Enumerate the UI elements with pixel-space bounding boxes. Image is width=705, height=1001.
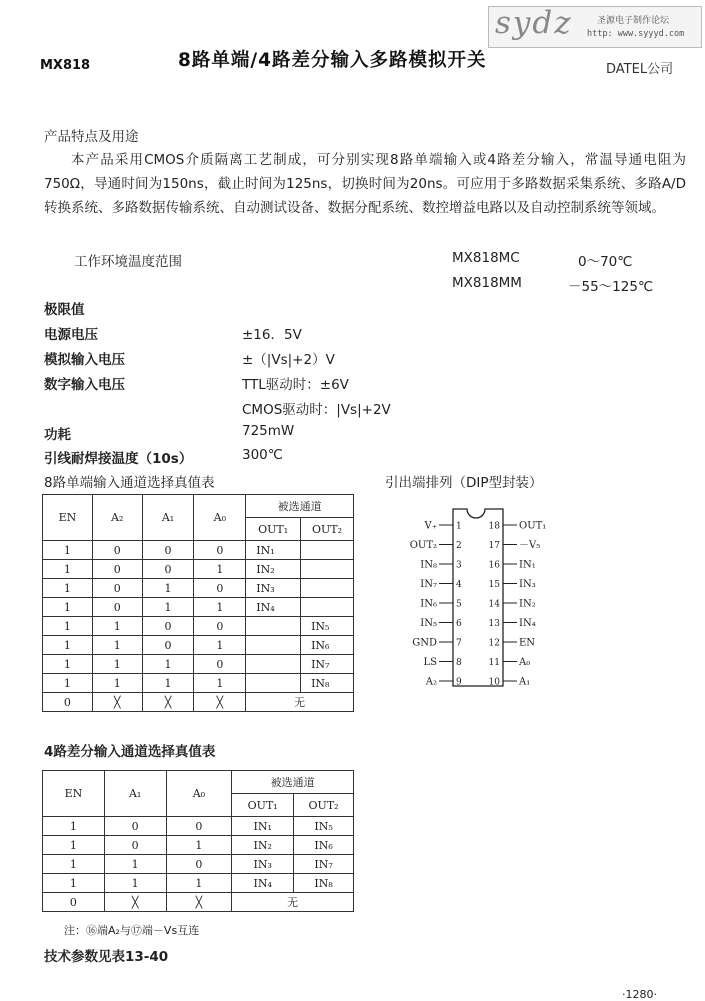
pin-number: 13 (488, 619, 500, 629)
table-cell: IN₄ (246, 598, 301, 617)
pin-number: 1 (456, 521, 462, 532)
table-cell: 0 (92, 560, 142, 579)
temp-model: MX818MC (452, 250, 520, 266)
pin-number: 5 (456, 599, 462, 610)
table-cell (301, 598, 354, 617)
table-cell: IN₁ (246, 541, 301, 560)
table-cell: 1 (142, 598, 194, 617)
table-header-cell: EN (43, 495, 93, 541)
pin-number: 14 (488, 599, 500, 610)
table-cell: 1 (92, 617, 142, 636)
pin-name: IN₁ (519, 559, 536, 571)
table-row (43, 693, 354, 712)
pin-name: IN₆ (420, 598, 437, 610)
table-row (43, 817, 354, 836)
company-name: DATEL公司 (606, 62, 674, 77)
table-cell: ╳ (142, 693, 194, 712)
temp-range-label: 工作环境温度范围 (74, 254, 182, 270)
model-number: MX818 (40, 58, 91, 73)
table-cell: 0 (166, 855, 232, 874)
table-cell: 1 (43, 817, 105, 836)
table-cell (246, 655, 301, 674)
pin-name: IN₅ (420, 618, 437, 629)
table-header-cell: OUT₁ (246, 518, 301, 541)
table-cell: 0 (92, 541, 142, 560)
table-cell (301, 579, 354, 598)
limit-label: 数字输入电压 (44, 377, 125, 393)
table-header-cell: OUT₁ (232, 794, 294, 817)
table-cell: IN₃ (246, 579, 301, 598)
table-cell: 1 (92, 636, 142, 655)
features-paragraph: 本产品采用CMOS介质隔离工艺制成，可分别实现8路单端输入或4路差分输入，常温导通电阻为750Ω，导通时间为150ns，截止时间为125ns，切换时间为20ns。可应用于多路数据采集系统、多路A/D转换系统、多路数据传输系统、自动测试设备、数据分配系统、数控增益电路以及自动控制系统等领域。 (44, 152, 686, 216)
limits-heading: 极限值 (44, 302, 85, 318)
table-header-cell: A₀ (166, 771, 232, 817)
table-cell (301, 541, 354, 560)
pin-name: OUT₂ (409, 540, 437, 551)
pin-name: IN₈ (420, 559, 437, 571)
pin-name: A₀ (519, 657, 531, 668)
table-cell: 1 (104, 874, 166, 893)
table-cell: ╳ (166, 893, 232, 912)
table-row (43, 893, 354, 912)
temp-range: 0～70℃ (578, 254, 633, 270)
pin-name: IN₄ (519, 618, 536, 629)
table-cell: IN₂ (232, 836, 294, 855)
table-row (43, 598, 354, 617)
table-cell: ╳ (194, 693, 246, 712)
table-row (43, 655, 354, 674)
limit-value: CMOS驱动时：|Vs|+2V (242, 402, 391, 418)
table-cell: 0 (166, 817, 232, 836)
table2-title: 4路差分输入通道选择真值表 (44, 744, 216, 760)
table-cell (246, 674, 301, 693)
table-cell: 1 (92, 655, 142, 674)
features-heading: 产品特点及用途 (44, 129, 139, 145)
limit-value: 300℃ (242, 447, 283, 463)
watermark-logo (488, 6, 702, 48)
pin-name: IN₃ (519, 579, 536, 590)
table-cell: 0 (194, 655, 246, 674)
table-row (43, 855, 354, 874)
table-cell: 1 (43, 874, 105, 893)
table-cell: 0 (142, 541, 194, 560)
pin-name: IN₇ (420, 579, 437, 590)
table-row (43, 617, 354, 636)
table-cell: 1 (194, 598, 246, 617)
logo-site-name: 圣源电子制作论坛 (597, 16, 670, 26)
table-row (43, 560, 354, 579)
table-header-row (43, 495, 354, 518)
table-cell: 1 (194, 560, 246, 579)
table-cell: 0 (43, 893, 105, 912)
table-cell: IN₆ (294, 836, 354, 855)
table-header-cell: OUT₂ (301, 518, 354, 541)
table1-title: 8路单端输入通道选择真值表 (44, 475, 215, 491)
truth-table-4ch (42, 770, 354, 912)
temp-range: －55～125℃ (568, 279, 654, 295)
pin-number: 16 (488, 560, 500, 571)
pin-name: V₊ (424, 520, 437, 532)
table-row (43, 674, 354, 693)
table-cell: 1 (194, 674, 246, 693)
pin-number: 3 (456, 560, 462, 571)
table-cell: 0 (194, 579, 246, 598)
pin-number: 7 (456, 638, 462, 649)
table-cell: IN₇ (301, 655, 354, 674)
table-header-cell: OUT₂ (294, 794, 354, 817)
table-cell: 0 (92, 579, 142, 598)
pin-number: 8 (456, 658, 462, 668)
table-cell: ╳ (104, 893, 166, 912)
table-cell: 0 (43, 693, 93, 712)
table-cell: IN₈ (301, 674, 354, 693)
table-cell (246, 636, 301, 655)
pin-labels (410, 521, 547, 688)
pin-name: OUT₁ (519, 520, 547, 532)
temp-model: MX818MM (452, 275, 522, 291)
table-cell: IN₇ (294, 855, 354, 874)
table-cell: 0 (104, 817, 166, 836)
table-cell: 0 (142, 636, 194, 655)
table-cell: 0 (104, 836, 166, 855)
pin-number: 2 (456, 541, 462, 551)
table-cell: 0 (92, 598, 142, 617)
table-cell: 无 (246, 693, 354, 712)
pin-number: 10 (488, 677, 500, 688)
limit-value: 725mW (242, 423, 295, 439)
pin-name: EN (519, 637, 536, 649)
table-cell (301, 560, 354, 579)
table-cell: IN₂ (246, 560, 301, 579)
reference-text: 技术参数见表13-40 (44, 949, 169, 965)
table-cell: 1 (92, 674, 142, 693)
table-cell: 0 (142, 560, 194, 579)
table-cell: IN₆ (301, 636, 354, 655)
table-header-cell: A₀ (194, 495, 246, 541)
pin-lines (439, 525, 517, 681)
table-cell: 1 (43, 579, 93, 598)
limit-label: 功耗 (44, 427, 71, 443)
pin-number: 11 (488, 658, 500, 668)
table-cell: IN₃ (232, 855, 294, 874)
pin-name: GND (412, 637, 437, 649)
table-cell: 1 (43, 636, 93, 655)
table-row (43, 636, 354, 655)
pin-number: 18 (488, 521, 500, 532)
pinout-title: 引出端排列（DIP型封装） (385, 475, 543, 491)
table-cell: 0 (142, 617, 194, 636)
table-cell: 1 (43, 836, 105, 855)
table-note: 注：⑯端A₂与⑰端－Vs互连 (64, 924, 200, 937)
limit-label: 引线耐焊接温度（10s） (44, 451, 193, 467)
pin-name: IN₂ (519, 598, 536, 610)
table-group-header: 被选通道 (246, 495, 354, 518)
table-cell: IN₈ (294, 874, 354, 893)
table-cell: 1 (43, 541, 93, 560)
table-cell: IN₁ (232, 817, 294, 836)
pin-number: 4 (456, 580, 462, 590)
table-cell: 1 (43, 617, 93, 636)
limit-label: 电源电压 (44, 327, 98, 343)
page-title: 8路单端/4路差分输入多路模拟开关 (178, 50, 487, 71)
limit-value: ±（|Vs|+2）V (242, 352, 335, 368)
pin-name: －V₅ (519, 540, 541, 551)
table-header-cell: EN (43, 771, 105, 817)
table-row (43, 874, 354, 893)
table-header-cell: A₁ (104, 771, 166, 817)
table-cell: 1 (43, 855, 105, 874)
table-row (43, 541, 354, 560)
limit-label: 模拟输入电压 (44, 352, 125, 368)
table-cell: 1 (142, 674, 194, 693)
logo-url: http: www.syyyd.com (587, 29, 685, 39)
table-cell: IN₅ (294, 817, 354, 836)
table-cell: 1 (194, 636, 246, 655)
pin-name: A₁ (519, 676, 531, 688)
pin-number: 9 (456, 677, 462, 688)
table-cell: 无 (232, 893, 354, 912)
table-row (43, 836, 354, 855)
pin-name: LS (423, 657, 437, 668)
pin-number: 12 (488, 638, 500, 649)
table-cell: 1 (166, 836, 232, 855)
limit-value: ±16．5V (242, 327, 302, 343)
limit-value: TTL驱动时：±6V (242, 377, 349, 393)
pin-number: 17 (488, 541, 500, 551)
table-cell: 1 (43, 560, 93, 579)
table-cell: 1 (43, 598, 93, 617)
pin-number: 6 (456, 619, 462, 629)
table-cell: IN₅ (301, 617, 354, 636)
table-cell: 0 (194, 617, 246, 636)
table-cell (246, 617, 301, 636)
page-number: ·1280· (622, 988, 657, 1001)
table-cell: IN₄ (232, 874, 294, 893)
table-cell: 1 (43, 674, 93, 693)
truth-table-8ch (42, 494, 354, 712)
pin-number: 15 (488, 580, 500, 590)
table-cell: 1 (166, 874, 232, 893)
table-header-cell: A₁ (142, 495, 194, 541)
pin-name: A₂ (425, 676, 437, 688)
table-cell: 0 (194, 541, 246, 560)
dip-package-diagram (395, 505, 575, 690)
logo-mark: sydz (495, 5, 573, 41)
table-row (43, 579, 354, 598)
table-cell: 1 (43, 655, 93, 674)
table-header-cell: A₂ (92, 495, 142, 541)
table-cell: 1 (104, 855, 166, 874)
table-group-header: 被选通道 (232, 771, 354, 794)
table-cell: 1 (142, 655, 194, 674)
table-header-row (43, 771, 354, 794)
table-cell: 1 (142, 579, 194, 598)
table-cell: ╳ (92, 693, 142, 712)
